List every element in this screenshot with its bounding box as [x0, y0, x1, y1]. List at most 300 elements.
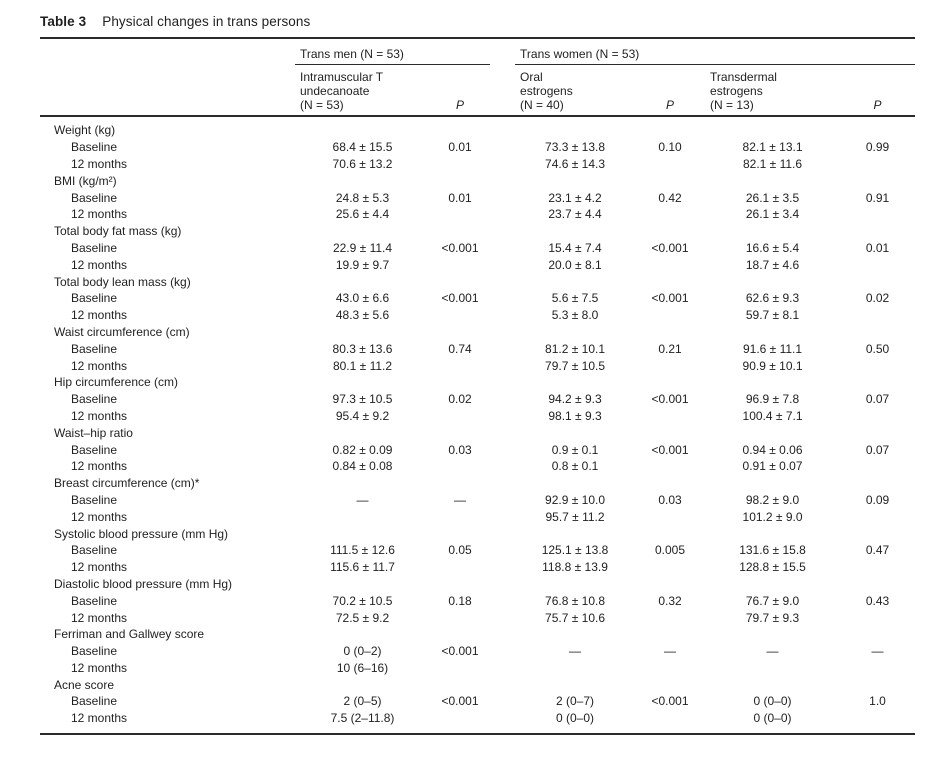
cell-oral-value: 0.8 ± 0.1 — [551, 459, 599, 474]
cell-oral-p — [635, 710, 705, 734]
row-label: Ferriman and Gallwey score — [54, 627, 205, 642]
cell-oral-p — [635, 358, 705, 375]
cell-transdermal-value — [705, 626, 840, 643]
column-gap — [490, 290, 515, 307]
row-label: Baseline — [71, 644, 118, 659]
cell-imt-value: 19.9 ± 9.7 — [335, 257, 390, 272]
cell-oral-value — [515, 526, 635, 543]
row-label: Baseline — [71, 240, 118, 255]
cell-imt-p: 0.03 — [448, 442, 472, 457]
cell-transdermal-value: 91.6 ± 11.1 — [742, 341, 803, 356]
cell-imt-value — [295, 274, 430, 291]
cell-imt-value: 0 (0–2) — [343, 644, 382, 659]
cell-transdermal-value: 26.1 ± 3.4 — [745, 207, 800, 222]
cell-oral-value: 20.0 ± 8.1 — [548, 257, 602, 272]
cell-transdermal-value: 26.1 ± 3.5 — [745, 190, 800, 205]
row-label: Baseline — [71, 190, 118, 205]
cell-oral-p: <0.001 — [651, 392, 689, 407]
data-row — [40, 139, 915, 156]
cell-imt-value: 80.3 ± 13.6 — [332, 341, 393, 356]
cell-oral-value: 74.6 ± 14.3 — [545, 156, 605, 171]
cell-transdermal-value — [705, 475, 840, 492]
cell-transdermal-value: 79.7 ± 9.3 — [745, 610, 800, 625]
cell-imt-p — [430, 274, 490, 291]
cell-oral-p: <0.001 — [651, 442, 689, 457]
cell-imt-value: 48.3 ± 5.6 — [335, 308, 390, 323]
cell-oral-value: 5.3 ± 8.0 — [551, 308, 599, 323]
cell-oral-p — [635, 408, 705, 425]
header-spacer — [40, 38, 295, 65]
cell-imt-value: — — [356, 492, 369, 507]
cell-transdermal-value: 82.1 ± 11.6 — [742, 156, 803, 171]
cell-transdermal-p — [840, 116, 915, 139]
row-label: Acne score — [54, 677, 115, 692]
column-gap — [490, 542, 515, 559]
row-label: 12 months — [71, 207, 128, 222]
category-row — [40, 324, 915, 341]
cell-transdermal-value: 0.94 ± 0.06 — [742, 442, 803, 457]
column-gap — [490, 240, 515, 257]
cell-oral-p — [635, 660, 705, 677]
cell-imt-value — [295, 425, 430, 442]
cell-imt-p — [430, 509, 490, 526]
column-gap — [490, 116, 515, 139]
data-row — [40, 206, 915, 223]
cell-imt-value: 24.8 ± 5.3 — [335, 190, 390, 205]
cell-imt-p — [430, 358, 490, 375]
data-row — [40, 643, 915, 660]
cell-imt-value — [295, 626, 430, 643]
cell-imt-p — [430, 710, 490, 734]
category-row — [40, 576, 915, 593]
cell-transdermal-value: 0.91 ± 0.07 — [742, 459, 803, 474]
cell-oral-p — [635, 475, 705, 492]
cell-transdermal-value — [705, 116, 840, 139]
row-label: Diastolic blood pressure (mm Hg) — [54, 576, 233, 591]
cell-oral-p: 0.42 — [658, 190, 682, 205]
cell-imt-value: 10 (6–16) — [336, 660, 389, 675]
column-gap — [490, 324, 515, 341]
cell-transdermal-p — [840, 626, 915, 643]
row-label: Baseline — [71, 543, 118, 558]
row-label: Total body fat mass (kg) — [54, 224, 182, 239]
cell-oral-value: 23.7 ± 4.4 — [548, 207, 602, 222]
cell-imt-value: 111.5 ± 12.6 — [330, 543, 395, 558]
cell-imt-p — [430, 206, 490, 223]
cell-imt-p — [430, 475, 490, 492]
column-gap — [490, 274, 515, 291]
cell-imt-p: 0.02 — [448, 392, 472, 407]
cell-oral-p: <0.001 — [651, 291, 689, 306]
column-header-line: estrogens — [710, 83, 763, 98]
row-label: BMI (kg/m²) — [54, 173, 117, 188]
cell-transdermal-p: 0.01 — [865, 240, 890, 255]
cell-imt-p: 0.01 — [448, 190, 472, 205]
cell-imt-p — [430, 677, 490, 694]
cell-oral-value: 5.6 ± 7.5 — [551, 291, 599, 306]
cell-oral-p — [635, 274, 705, 291]
cell-oral-value: 15.4 ± 7.4 — [548, 240, 602, 255]
cell-oral-value — [515, 374, 635, 391]
cell-imt-value: 43.0 ± 6.6 — [335, 291, 390, 306]
cell-transdermal-value — [705, 173, 840, 190]
cell-transdermal-p — [840, 223, 915, 240]
column-gap — [490, 374, 515, 391]
row-label: 12 months — [71, 358, 128, 373]
cell-oral-p — [635, 458, 705, 475]
cell-transdermal-value — [705, 576, 840, 593]
cell-transdermal-p: 0.91 — [865, 190, 890, 205]
cell-imt-value: 7.5 (2–11.8) — [330, 711, 395, 726]
row-label: Breast circumference (cm)* — [54, 476, 200, 491]
column-header-line: (N = 53) — [300, 97, 344, 112]
cell-imt-value: 80.1 ± 11.2 — [332, 358, 393, 373]
cell-imt-p — [430, 626, 490, 643]
cell-transdermal-value: 0 (0–0) — [753, 711, 792, 726]
cell-oral-p — [635, 374, 705, 391]
cell-imt-value — [295, 526, 430, 543]
cell-oral-p: <0.001 — [651, 240, 689, 255]
column-gap — [490, 710, 515, 734]
cell-oral-p — [635, 677, 705, 694]
cell-imt-value — [295, 324, 430, 341]
row-label: 12 months — [71, 156, 128, 171]
column-gap — [490, 391, 515, 408]
header-spacer — [40, 65, 295, 117]
cell-imt-p — [430, 660, 490, 677]
cell-oral-value: 0 (0–0) — [556, 711, 595, 726]
cell-oral-p: <0.001 — [651, 694, 689, 709]
table-title-text: Physical changes in trans persons — [102, 14, 311, 29]
cell-oral-p — [635, 559, 705, 576]
row-label: 12 months — [71, 459, 128, 474]
data-row — [40, 442, 915, 459]
column-gap — [490, 206, 515, 223]
physical-changes-table — [40, 37, 915, 735]
cell-oral-value — [515, 116, 635, 139]
cell-transdermal-p — [840, 324, 915, 341]
cell-imt-p — [430, 116, 490, 139]
cell-imt-value — [295, 223, 430, 240]
cell-transdermal-p: 0.47 — [865, 543, 890, 558]
column-header-oral-estrogens — [515, 65, 635, 117]
cell-oral-value: 94.2 ± 9.3 — [548, 392, 602, 407]
cell-imt-value: 25.6 ± 4.4 — [335, 207, 390, 222]
cell-oral-value: 76.8 ± 10.8 — [545, 593, 605, 608]
row-label: Baseline — [71, 694, 118, 709]
data-row — [40, 542, 915, 559]
data-row — [40, 391, 915, 408]
cell-oral-value: 125.1 ± 13.8 — [541, 543, 609, 558]
category-row — [40, 475, 915, 492]
cell-imt-p: 0.05 — [448, 543, 472, 558]
cell-imt-p — [430, 425, 490, 442]
category-row — [40, 274, 915, 291]
cell-imt-p — [430, 307, 490, 324]
cell-imt-value: 68.4 ± 15.5 — [332, 140, 393, 155]
cell-imt-p: — — [454, 492, 466, 507]
data-row — [40, 190, 915, 207]
cell-transdermal-p — [840, 408, 915, 425]
cell-transdermal-p — [840, 374, 915, 391]
column-gap — [490, 509, 515, 526]
cell-oral-value: — — [569, 644, 582, 659]
cell-imt-value — [295, 576, 430, 593]
cell-transdermal-value: 128.8 ± 15.5 — [739, 560, 806, 575]
cell-transdermal-value: 16.6 ± 5.4 — [745, 240, 800, 255]
row-label: Baseline — [71, 593, 118, 608]
cell-imt-value: 22.9 ± 11.4 — [332, 240, 393, 255]
cell-imt-value — [295, 374, 430, 391]
cell-oral-p — [635, 526, 705, 543]
cell-transdermal-value: 0 (0–0) — [753, 694, 792, 709]
data-row — [40, 710, 915, 734]
cell-transdermal-p — [840, 358, 915, 375]
cell-oral-value — [515, 223, 635, 240]
column-gap — [490, 257, 515, 274]
column-gap — [490, 358, 515, 375]
row-label: 12 months — [71, 308, 128, 323]
cell-transdermal-p — [840, 559, 915, 576]
cell-imt-value — [295, 116, 430, 139]
cell-imt-p: <0.001 — [441, 291, 479, 306]
cell-oral-p — [635, 173, 705, 190]
row-label: Waist–hip ratio — [54, 425, 133, 440]
cell-imt-p — [430, 324, 490, 341]
cell-imt-p: <0.001 — [441, 644, 479, 659]
cell-imt-value — [295, 475, 430, 492]
cell-imt-value: 0.82 ± 0.09 — [332, 442, 393, 457]
cell-transdermal-p — [840, 576, 915, 593]
cell-oral-value — [515, 324, 635, 341]
table-header — [40, 38, 915, 116]
table-title — [40, 13, 915, 30]
table-body — [40, 116, 915, 734]
cell-transdermal-value: 18.7 ± 4.6 — [745, 257, 800, 272]
data-row — [40, 257, 915, 274]
cell-imt-value — [295, 173, 430, 190]
column-gap — [490, 173, 515, 190]
cell-transdermal-p — [840, 257, 915, 274]
cell-oral-value: 23.1 ± 4.2 — [548, 190, 602, 205]
column-header-intramuscular-t — [295, 65, 430, 117]
cell-transdermal-p — [840, 526, 915, 543]
data-row — [40, 358, 915, 375]
cell-transdermal-p: 0.50 — [865, 341, 890, 356]
cell-transdermal-p: 0.02 — [865, 291, 890, 306]
cell-oral-p: 0.10 — [658, 140, 682, 155]
row-label: Weight (kg) — [54, 123, 116, 138]
data-row — [40, 593, 915, 610]
column-gap — [490, 492, 515, 509]
cell-transdermal-value — [705, 274, 840, 291]
column-header-row — [40, 65, 915, 117]
cell-transdermal-value: 90.9 ± 10.1 — [742, 358, 803, 373]
cell-oral-value — [515, 576, 635, 593]
cell-imt-value — [295, 677, 430, 694]
cell-oral-p: 0.005 — [655, 543, 686, 558]
cell-transdermal-p — [840, 274, 915, 291]
category-row — [40, 677, 915, 694]
cell-imt-p — [430, 173, 490, 190]
cell-imt-value: 70.6 ± 13.2 — [332, 156, 393, 171]
cell-imt-p: 0.01 — [448, 140, 472, 155]
data-row — [40, 240, 915, 257]
cell-transdermal-p — [840, 660, 915, 677]
row-label: Total body lean mass (kg) — [54, 274, 191, 289]
cell-oral-value — [515, 660, 635, 677]
column-header-line: (N = 40) — [520, 97, 564, 112]
cell-transdermal-value: 76.7 ± 9.0 — [745, 593, 800, 608]
cell-transdermal-value — [705, 374, 840, 391]
row-label: 12 months — [71, 610, 128, 625]
row-label: Baseline — [71, 442, 118, 457]
data-row — [40, 290, 915, 307]
cell-transdermal-p — [840, 156, 915, 173]
data-row — [40, 156, 915, 173]
cell-transdermal-p: 0.99 — [865, 140, 890, 155]
column-gap — [490, 660, 515, 677]
cell-transdermal-p — [840, 475, 915, 492]
column-header-p-oral: P — [635, 65, 705, 117]
data-row — [40, 693, 915, 710]
row-label: 12 months — [71, 257, 128, 272]
cell-oral-value: 95.7 ± 11.2 — [545, 509, 605, 524]
column-gap — [490, 593, 515, 610]
column-gap — [490, 139, 515, 156]
cell-transdermal-value — [705, 223, 840, 240]
cell-transdermal-value — [705, 324, 840, 341]
cell-oral-value: 73.3 ± 13.8 — [545, 140, 605, 155]
cell-transdermal-value — [705, 526, 840, 543]
row-label: 12 months — [71, 509, 128, 524]
cell-transdermal-p: 0.07 — [865, 442, 890, 457]
group-header-trans-women: Trans women (N = 53) — [515, 38, 915, 65]
cell-oral-value — [515, 475, 635, 492]
cell-oral-value: 75.7 ± 10.6 — [545, 610, 605, 625]
cell-transdermal-p — [840, 509, 915, 526]
cell-imt-value: 115.6 ± 11.7 — [330, 560, 395, 575]
column-gap — [490, 223, 515, 240]
cell-transdermal-value: 62.6 ± 9.3 — [745, 291, 800, 306]
cell-transdermal-p — [840, 425, 915, 442]
column-gap — [490, 526, 515, 543]
cell-imt-value — [295, 509, 430, 526]
cell-oral-value — [515, 677, 635, 694]
row-label: 12 months — [71, 560, 128, 575]
row-label: Waist circumference (cm) — [54, 324, 190, 339]
category-row — [40, 626, 915, 643]
row-label: Baseline — [71, 392, 118, 407]
row-label: Hip circumference (cm) — [54, 375, 179, 390]
cell-oral-p — [635, 116, 705, 139]
cell-oral-p — [635, 206, 705, 223]
cell-transdermal-p: 0.43 — [865, 593, 890, 608]
row-label: 12 months — [71, 711, 128, 726]
cell-transdermal-value: 131.6 ± 15.8 — [739, 543, 806, 558]
column-header-line: Transdermal — [710, 70, 777, 84]
cell-transdermal-p: 0.09 — [865, 492, 890, 507]
category-row — [40, 526, 915, 543]
cell-oral-value: 118.8 ± 13.9 — [542, 560, 608, 575]
cell-oral-p — [635, 156, 705, 173]
group-header-trans-men: Trans men (N = 53) — [295, 38, 490, 65]
cell-oral-p: 0.21 — [658, 341, 682, 356]
cell-transdermal-value: 101.2 ± 9.0 — [742, 509, 803, 524]
row-label: 12 months — [71, 408, 128, 423]
cell-imt-p — [430, 156, 490, 173]
column-header-transdermal-estrogens — [705, 65, 840, 117]
data-row — [40, 660, 915, 677]
column-gap — [490, 677, 515, 694]
cell-oral-value — [515, 173, 635, 190]
cell-imt-p — [430, 576, 490, 593]
cell-imt-value: 2 (0–5) — [343, 694, 382, 709]
cell-transdermal-p: 1.0 — [869, 694, 886, 709]
group-gap — [490, 38, 515, 65]
cell-oral-value: 0.9 ± 0.1 — [551, 442, 599, 457]
cell-transdermal-value: — — [766, 644, 779, 659]
row-label: 12 months — [71, 660, 128, 675]
cell-oral-p — [635, 223, 705, 240]
column-gap — [490, 643, 515, 660]
cell-oral-p — [635, 324, 705, 341]
cell-oral-value — [515, 626, 635, 643]
row-label: Baseline — [71, 291, 118, 306]
cell-oral-value: 98.1 ± 9.3 — [548, 408, 602, 423]
column-gap — [490, 693, 515, 710]
cell-imt-p: <0.001 — [441, 694, 479, 709]
cell-imt-p: 0.74 — [448, 341, 472, 356]
category-row — [40, 116, 915, 139]
cell-transdermal-value: 82.1 ± 13.1 — [742, 140, 803, 155]
cell-transdermal-p — [840, 677, 915, 694]
table-number-label: Table 3 — [40, 14, 87, 29]
cell-oral-p — [635, 257, 705, 274]
row-label: Baseline — [71, 140, 118, 155]
group-gap — [490, 65, 515, 117]
data-row — [40, 492, 915, 509]
cell-imt-p — [430, 257, 490, 274]
column-gap — [490, 442, 515, 459]
cell-imt-p — [430, 408, 490, 425]
category-row — [40, 173, 915, 190]
column-gap — [490, 626, 515, 643]
group-header-row — [40, 38, 915, 65]
cell-oral-value: 2 (0–7) — [556, 694, 595, 709]
cell-transdermal-p: 0.07 — [865, 392, 890, 407]
column-header-p-trans-men: P — [430, 65, 490, 117]
cell-oral-value — [515, 274, 635, 291]
cell-transdermal-value: 98.2 ± 9.0 — [745, 492, 800, 507]
cell-oral-p — [635, 425, 705, 442]
cell-transdermal-p — [840, 610, 915, 627]
column-header-line: undecanoate — [300, 83, 370, 98]
data-row — [40, 509, 915, 526]
cell-imt-p — [430, 559, 490, 576]
cell-imt-value: 0.84 ± 0.08 — [332, 459, 393, 474]
cell-imt-p: <0.001 — [441, 240, 479, 255]
column-header-line: (N = 13) — [710, 97, 754, 112]
data-row — [40, 610, 915, 627]
column-header-line: Oral — [520, 70, 543, 84]
cell-transdermal-value: 96.9 ± 7.8 — [745, 392, 800, 407]
cell-transdermal-value — [705, 660, 840, 677]
cell-imt-p — [430, 223, 490, 240]
data-row — [40, 408, 915, 425]
column-gap — [490, 458, 515, 475]
column-gap — [490, 190, 515, 207]
